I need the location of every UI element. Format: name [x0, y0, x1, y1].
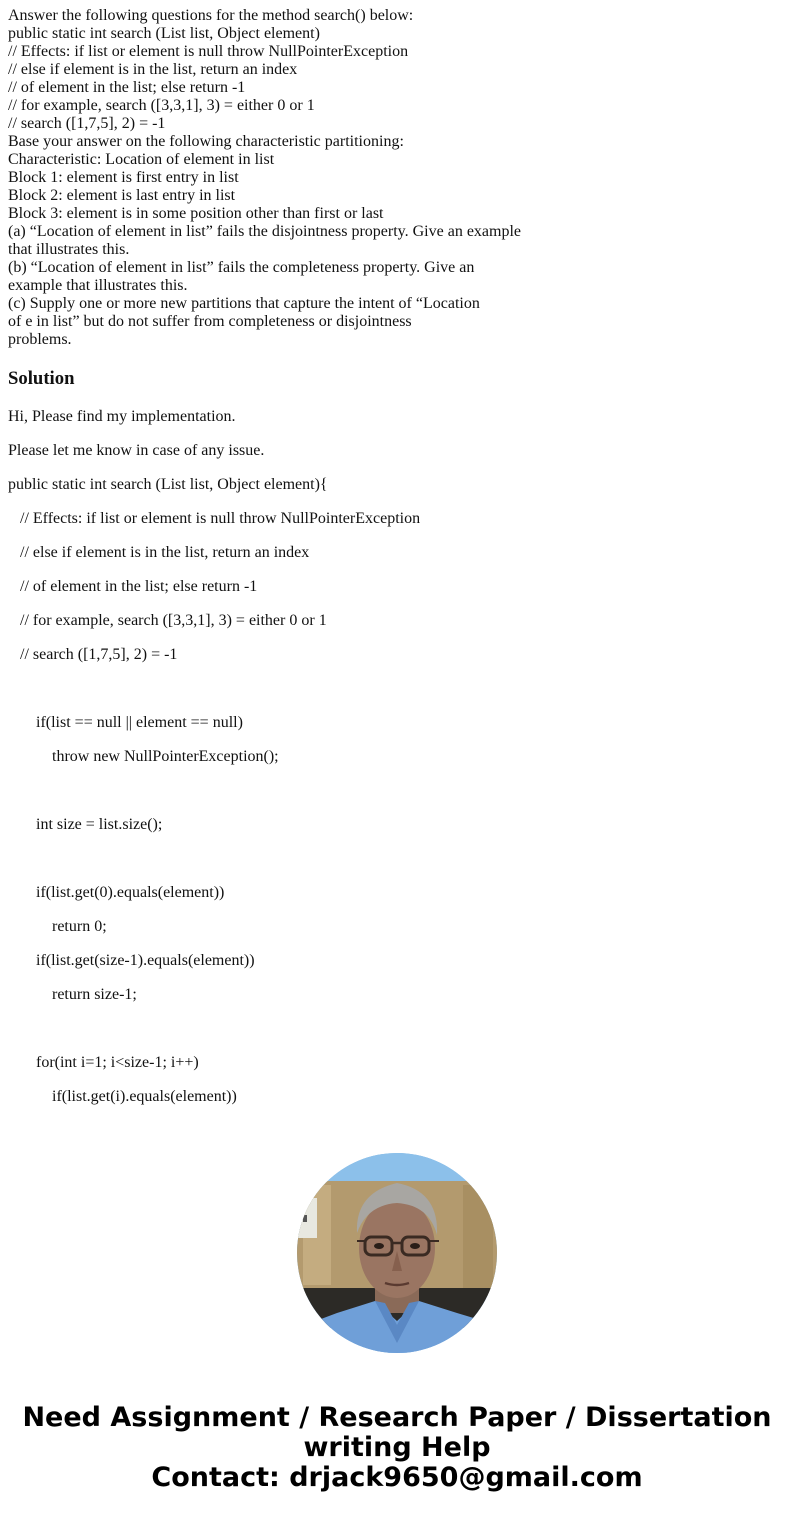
question-line: (a) “Location of element in list” fails the disjointness property. Give an example [8, 223, 522, 240]
solution-body [8, 408, 768, 1122]
code-line: if(list.get(0).equals(element)) [8, 884, 225, 901]
code-line: return size-1; [8, 986, 137, 1003]
question-line: example that illustrates this. [8, 277, 188, 294]
question-line: (b) “Location of element in list” fails the completeness property. Give an [8, 259, 475, 276]
code-line: throw new NullPointerException(); [8, 748, 279, 765]
question-text [8, 7, 538, 349]
question-line: // search ([1,7,5], 2) = -1 [8, 115, 166, 132]
banner-line: Need Assignment / Research Paper / Dissertation [22, 1402, 772, 1433]
code-line: int size = list.size(); [8, 816, 163, 833]
question-line: Answer the following questions for the method search() below: [8, 7, 414, 24]
question-line: problems. [8, 331, 72, 348]
question-line: // else if element is in the list, return an index [8, 61, 298, 78]
code-line: return 0; [8, 918, 107, 935]
question-line: // of element in the list; else return -1 [8, 79, 246, 96]
code-line: // for example, search ([3,3,1], 3) = either 0 or 1 [8, 612, 327, 629]
question-line: that illustrates this. [8, 241, 130, 258]
code-line: if(list == null || element == null) [8, 714, 243, 731]
code-line: if(list.get(i).equals(element)) [8, 1088, 237, 1105]
code-line: // else if element is in the list, return an index [8, 544, 310, 561]
question-line: // Effects: if list or element is null throw NullPointerException [8, 43, 409, 60]
code-line [8, 680, 768, 714]
question-line: Characteristic: Location of element in list [8, 151, 275, 168]
portrait-image [297, 1153, 497, 1353]
code-line: for(int i=1; i<size-1; i++) [8, 1054, 199, 1071]
banner-line: writing Help [303, 1432, 491, 1463]
code-line: // of element in the list; else return -1 [8, 578, 258, 595]
solution-paragraph: Please let me know in case of any issue. [8, 442, 265, 459]
solution-heading: Solution [8, 368, 75, 389]
question-line: // for example, search ([3,3,1], 3) = either 0 or 1 [8, 97, 315, 114]
code-line [8, 782, 768, 816]
code-line [8, 850, 768, 884]
code-line: // search ([1,7,5], 2) = -1 [8, 646, 178, 663]
question-line: (c) Supply one or more new partitions that capture the intent of “Location [8, 295, 480, 312]
question-line: Block 2: element is last entry in list [8, 187, 236, 204]
solution-paragraph: Hi, Please find my implementation. [8, 408, 236, 425]
question-line: Block 1: element is first entry in list [8, 169, 239, 186]
contact-email: Contact: drjack9650@gmail.com [151, 1462, 643, 1493]
question-line: Base your answer on the following characteristic partitioning: [8, 133, 404, 150]
code-line [8, 1020, 768, 1054]
code-line: // Effects: if list or element is null throw NullPointerException [8, 510, 421, 527]
avatar [297, 1153, 497, 1353]
contact-banner [0, 1403, 794, 1493]
code-line: public static int search (List list, Object element){ [8, 476, 328, 493]
code-line: if(list.get(size-1).equals(element)) [8, 952, 255, 969]
question-line: public static int search (List list, Object element) [8, 25, 320, 42]
question-line: of e in list” but do not suffer from completeness or disjointness [8, 313, 412, 330]
question-line: Block 3: element is in some position other than first or last [8, 205, 384, 222]
